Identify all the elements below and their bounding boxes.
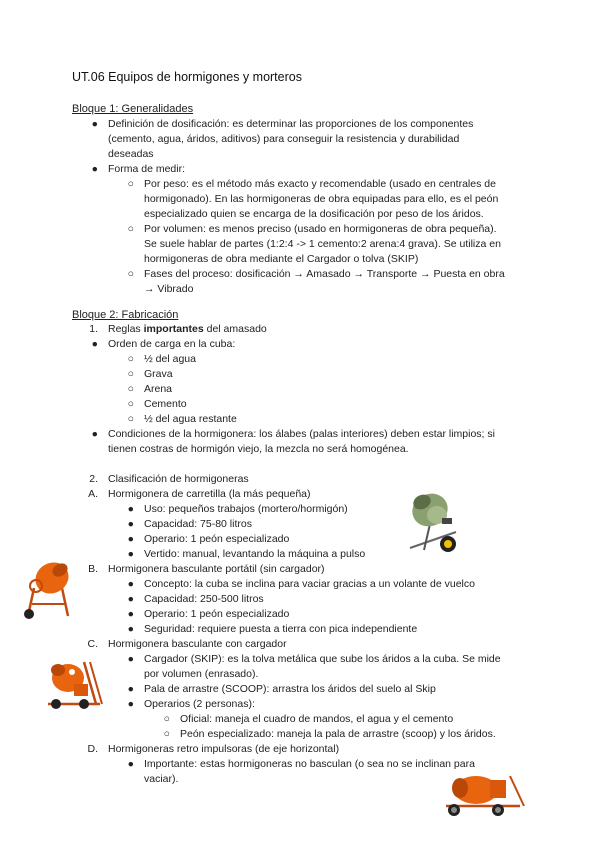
a-item: Capacidad: 75-80 litros bbox=[144, 518, 252, 530]
bullet-icon: ● bbox=[127, 683, 134, 695]
section-d-label: Hormigoneras retro impulsoras (de eje horizontal) bbox=[108, 743, 340, 755]
letter-b: B. bbox=[88, 563, 98, 575]
portable-tilting-mixer-image bbox=[22, 558, 78, 620]
bullet-icon: ● bbox=[127, 533, 134, 545]
circle-bullet-icon: ○ bbox=[127, 368, 134, 380]
letter-c: C. bbox=[87, 638, 98, 650]
order-item: ½ del agua bbox=[144, 353, 196, 365]
operarios-line: Operarios (2 personas): bbox=[144, 698, 255, 710]
circle-bullet-icon: ○ bbox=[127, 223, 134, 235]
number-1: 1. bbox=[89, 323, 98, 335]
circle-bullet-icon: ○ bbox=[127, 398, 134, 410]
peso-line-1: Por peso: es el método más exacto y recomendable (usado en centrales de bbox=[144, 178, 496, 190]
skip-line-1: Cargador (SKIP): es la tolva metálica que sube los áridos a la cuba. Se mide bbox=[144, 653, 501, 665]
cond-line-1: Condiciones de la hormigonera: los álabes (palas interiores) deben estar limpios; si bbox=[108, 428, 495, 440]
order-item: ½ del agua restante bbox=[144, 413, 237, 425]
block2-heading: Bloque 2: Fabricación bbox=[72, 309, 179, 321]
measure-label: Forma de medir: bbox=[108, 163, 186, 175]
fases-line-2: → Vibrado bbox=[144, 283, 194, 295]
bullet-icon: ● bbox=[91, 118, 98, 130]
bullet-icon: ● bbox=[127, 578, 134, 590]
scoop-line: Pala de arrastre (SCOOP): arrastra los áridos del suelo al Skip bbox=[144, 683, 436, 695]
peso-line-3: especializado quien se encarga de la dosificación por peso de los áridos. bbox=[144, 208, 484, 220]
order-item: Cemento bbox=[144, 398, 187, 410]
order-label: Orden de carga en la cuba: bbox=[108, 338, 236, 350]
page-title: UT.06 Equipos de hormigones y morteros bbox=[72, 70, 302, 84]
b-item: Concepto: la cuba se inclina para vaciar gracias a un volante de vuelco bbox=[144, 578, 475, 590]
bullet-icon: ● bbox=[91, 338, 98, 350]
order-item: Arena bbox=[144, 383, 173, 395]
horizontal-axis-mixer-image bbox=[440, 766, 526, 820]
fases-line-1: Fases del proceso: dosificación → Amasado → Transporte → Puesta en obra bbox=[144, 268, 505, 280]
def-line-1: Definición de dosificación: es determinar las proporciones de los componentes bbox=[108, 118, 474, 130]
circle-bullet-icon: ○ bbox=[127, 178, 134, 190]
bullet-icon: ● bbox=[127, 548, 134, 560]
bullet-icon: ● bbox=[91, 163, 98, 175]
imp-line-2: vaciar). bbox=[144, 773, 179, 785]
volumen-line-3: hormigoneras de obra mediante el Cargador o tolva (SKIP) bbox=[144, 253, 419, 265]
circle-bullet-icon: ○ bbox=[127, 268, 134, 280]
letter-a: A. bbox=[88, 488, 98, 500]
def-line-3: deseadas bbox=[108, 148, 154, 160]
bullet-icon: ● bbox=[127, 653, 134, 665]
block1-heading: Bloque 1: Generalidades bbox=[72, 103, 194, 115]
bullet-icon: ● bbox=[127, 518, 134, 530]
section-c-label: Hormigonera basculante con cargador bbox=[108, 638, 287, 650]
oficial-line: Oficial: maneja el cuadro de mandos, el agua y el cemento bbox=[180, 713, 454, 725]
a-item: Operario: 1 peón especializado bbox=[144, 533, 290, 545]
bullet-icon: ● bbox=[91, 428, 98, 440]
letter-d: D. bbox=[87, 743, 98, 755]
volumen-line-2: Se suele hablar de partes (1:2:4 -> 1 cemento:2 arena:4 grava). Se utiliza en bbox=[144, 238, 501, 250]
circle-bullet-icon: ○ bbox=[127, 413, 134, 425]
section-b-label: Hormigonera basculante portátil (sin cargador) bbox=[108, 563, 325, 575]
circle-bullet-icon: ○ bbox=[163, 713, 170, 725]
bullet-icon: ● bbox=[127, 758, 134, 770]
bullet-icon: ● bbox=[127, 608, 134, 620]
section-a-label: Hormigonera de carretilla (la más pequeña) bbox=[108, 488, 311, 500]
skip-line-2: por volumen (enrasado). bbox=[144, 668, 259, 680]
circle-bullet-icon: ○ bbox=[127, 353, 134, 365]
a-item: Uso: pequeños trabajos (mortero/hormigón) bbox=[144, 503, 348, 515]
volumen-line-1: Por volumen: es menos preciso (usado en hormigoneras de obra pequeña). bbox=[144, 223, 497, 235]
b-item: Capacidad: 250-500 litros bbox=[144, 593, 264, 605]
bullet-icon: ● bbox=[127, 623, 134, 635]
bullet-icon: ● bbox=[127, 503, 134, 515]
number-2: 2. bbox=[89, 473, 98, 485]
order-item: Grava bbox=[144, 368, 173, 380]
circle-bullet-icon: ○ bbox=[163, 728, 170, 740]
wheelbarrow-mixer-image bbox=[404, 488, 462, 556]
rules-line: Reglas importantes del amasado bbox=[108, 323, 267, 335]
def-line-2: (cemento, agua, áridos, aditivos) para conseguir la resistencia y durabilidad bbox=[108, 133, 460, 145]
peon-line: Peón especializado: maneja la pala de arrastre (scoop) y los áridos. bbox=[180, 728, 496, 740]
peso-line-2: hormigonado). En las hormigoneras de obra equipadas para ello, es el peón bbox=[144, 193, 499, 205]
mixer-with-loader-image bbox=[44, 654, 104, 712]
bullet-icon: ● bbox=[127, 698, 134, 710]
cond-line-2: tienen costras de hormigón viejo, la mezcla no será homogénea. bbox=[108, 443, 409, 455]
imp-line-1: Importante: estas hormigoneras no basculan (o sea no se inclinan para bbox=[144, 758, 475, 770]
class-label: Clasificación de hormigoneras bbox=[108, 473, 249, 485]
b-item: Operario: 1 peón especializado bbox=[144, 608, 290, 620]
bullet-icon: ● bbox=[127, 593, 134, 605]
a-item: Vertido: manual, levantando la máquina a pulso bbox=[144, 548, 366, 560]
b-item: Seguridad: requiere puesta a tierra con pica independiente bbox=[144, 623, 418, 635]
circle-bullet-icon: ○ bbox=[127, 383, 134, 395]
